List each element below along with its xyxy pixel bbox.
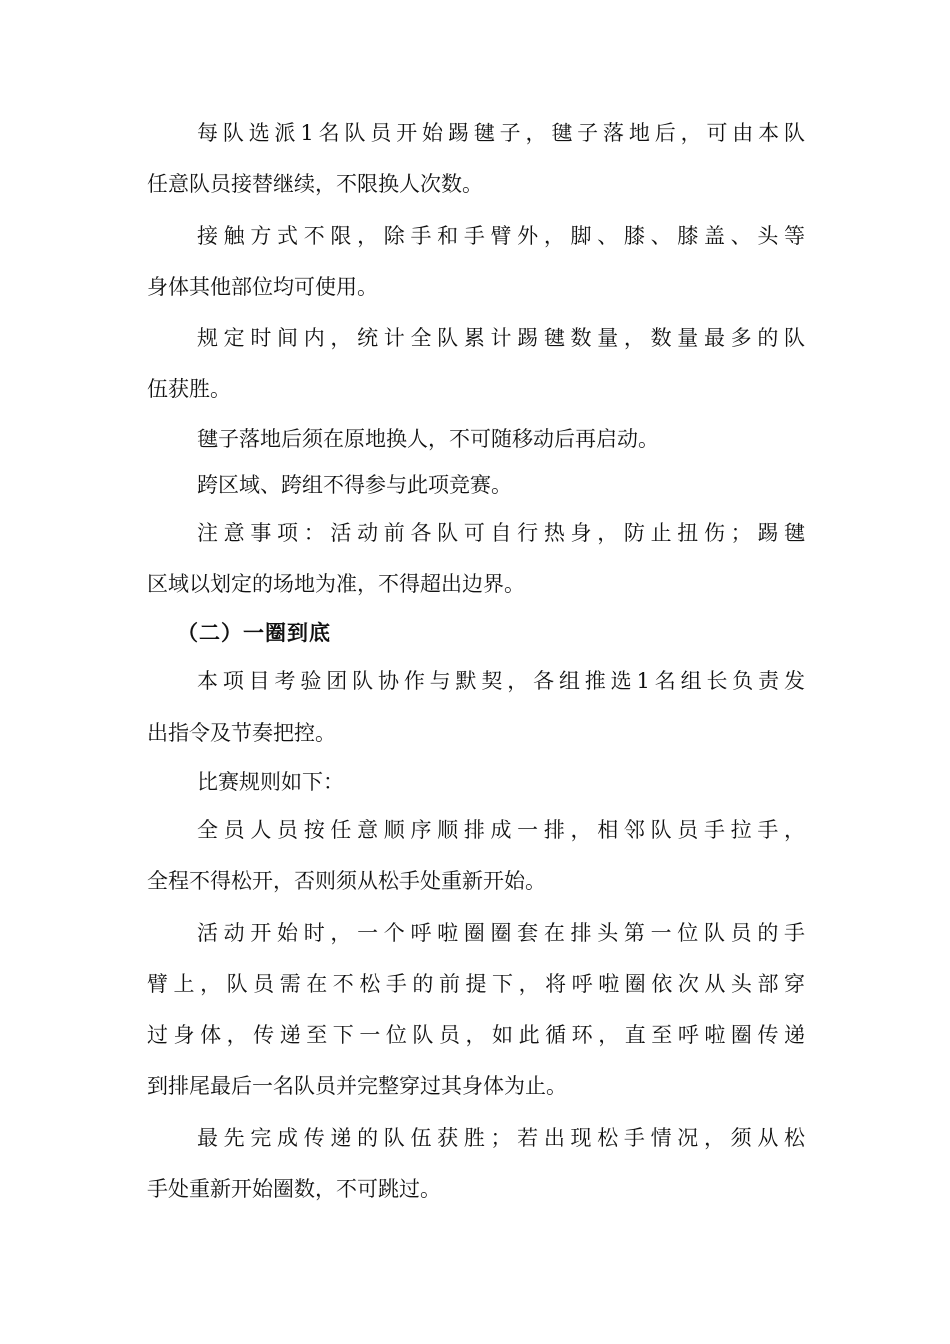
text-line: 活动开始时，一个呼啦圈圈套在排头第一位队员的手 [197, 920, 805, 945]
paragraph [147, 108, 805, 211]
text-line: 手处重新开始圈数，不可跳过。 [147, 1177, 441, 1202]
document-body [147, 108, 805, 1215]
paragraph [147, 313, 805, 416]
paragraph [147, 416, 805, 462]
text-line: 跨区域、跨组不得参与此项竞赛。 [197, 472, 512, 497]
text-line: （二）一圈到底 [177, 620, 331, 646]
paragraph [147, 1113, 805, 1216]
text-line: 到排尾最后一名队员并完整穿过其身体为止。 [147, 1074, 567, 1099]
text-line: 任意队员接替继续，不限换人次数。 [147, 172, 483, 197]
text-line: 接触方式不限，除手和手臂外，脚、膝、膝盖、头等 [197, 223, 805, 248]
text-line: 区域以划定的场地为准，不得超出边界。 [147, 572, 525, 597]
text-line: 出指令及节奏把控。 [147, 720, 336, 745]
paragraph [147, 656, 805, 759]
text-line: 全员人员按任意顺序顺排成一排，相邻队员手拉手， [197, 817, 805, 842]
text-line: 伍获胜。 [147, 377, 231, 402]
text-line: 最先完成传递的队伍获胜；若出现松手情况，须从松 [197, 1125, 805, 1150]
text-line: 注意事项：活动前各队可自行热身，防止扭伤；踢毽 [197, 520, 805, 545]
paragraph [147, 211, 805, 314]
paragraph [147, 908, 805, 1113]
text-line: 比赛规则如下： [197, 769, 344, 794]
text-line: 过身体，传递至下一位队员，如此循环，直至呼啦圈传递 [147, 1023, 805, 1048]
paragraph [147, 759, 805, 805]
text-line: 臂上，队员需在不松手的前提下，将呼啦圈依次从头部穿 [147, 971, 805, 996]
text-line: 毽子落地后须在原地换人，不可随移动后再启动。 [197, 426, 659, 451]
text-line: 每队选派1名队员开始踢毽子，毽子落地后，可由本队 [197, 121, 805, 145]
section-heading [147, 610, 805, 656]
paragraph [147, 462, 805, 508]
text-line: 本项目考验团队协作与默契，各组推选1名组长负责发 [197, 669, 805, 694]
paragraph [147, 508, 805, 611]
paragraph [147, 805, 805, 908]
text-line: 身体其他部位均可使用。 [147, 274, 378, 299]
text-line: 全程不得松开，否则须从松手处重新开始。 [147, 869, 546, 894]
text-line: 规定时间内，统计全队累计踢毽数量，数量最多的队 [197, 326, 805, 351]
